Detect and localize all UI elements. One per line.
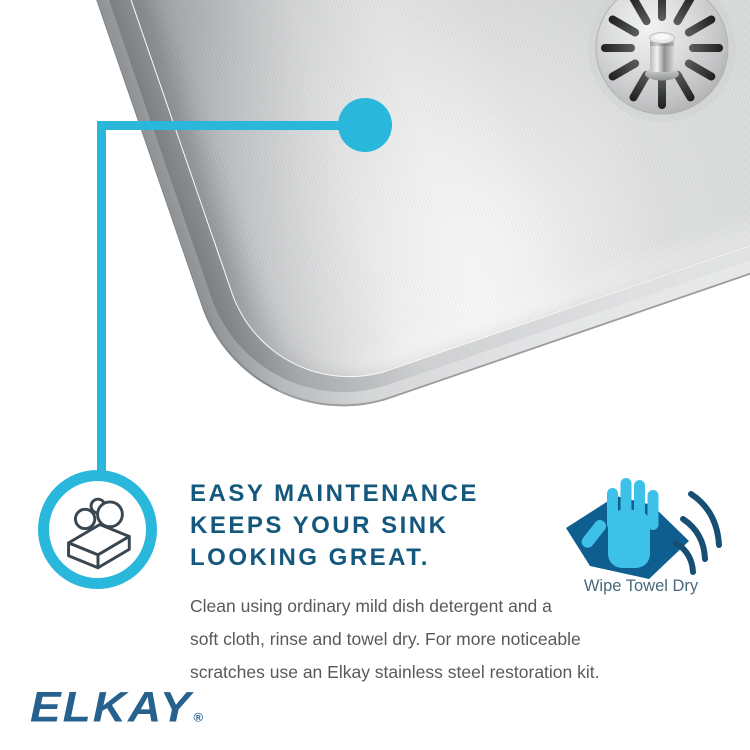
- body-line: Clean using ordinary mild dish detergent and a: [190, 596, 552, 616]
- elkay-logo: [30, 682, 205, 732]
- body-line: soft cloth, rinse and towel dry. For more noticeable: [190, 629, 581, 649]
- wipe-towel-dry-icon: [556, 466, 726, 586]
- headline-line: LOOKING GREAT.: [190, 544, 430, 571]
- drain-strainer-icon: [577, 0, 747, 130]
- wipe-towel-dry-label: Wipe Towel Dry: [583, 577, 699, 595]
- callout-dot: [338, 98, 392, 152]
- feature-headline: [190, 478, 479, 574]
- body-line: scratches use an Elkay stainless steel restoration kit.: [190, 662, 600, 682]
- motion-lines-icon: [676, 494, 719, 572]
- maintenance-icon-ring: [38, 470, 157, 589]
- callout-line-vertical: [97, 121, 106, 477]
- headline-line: EASY MAINTENANCE: [190, 480, 479, 507]
- soap-bar-icon: [52, 484, 144, 576]
- feature-body-text: [190, 590, 600, 689]
- registered-mark: ®: [193, 710, 206, 725]
- callout-line-horizontal: [97, 121, 342, 130]
- logo-text: ELKAY: [30, 683, 193, 731]
- headline-line: KEEPS YOUR SINK: [190, 512, 449, 539]
